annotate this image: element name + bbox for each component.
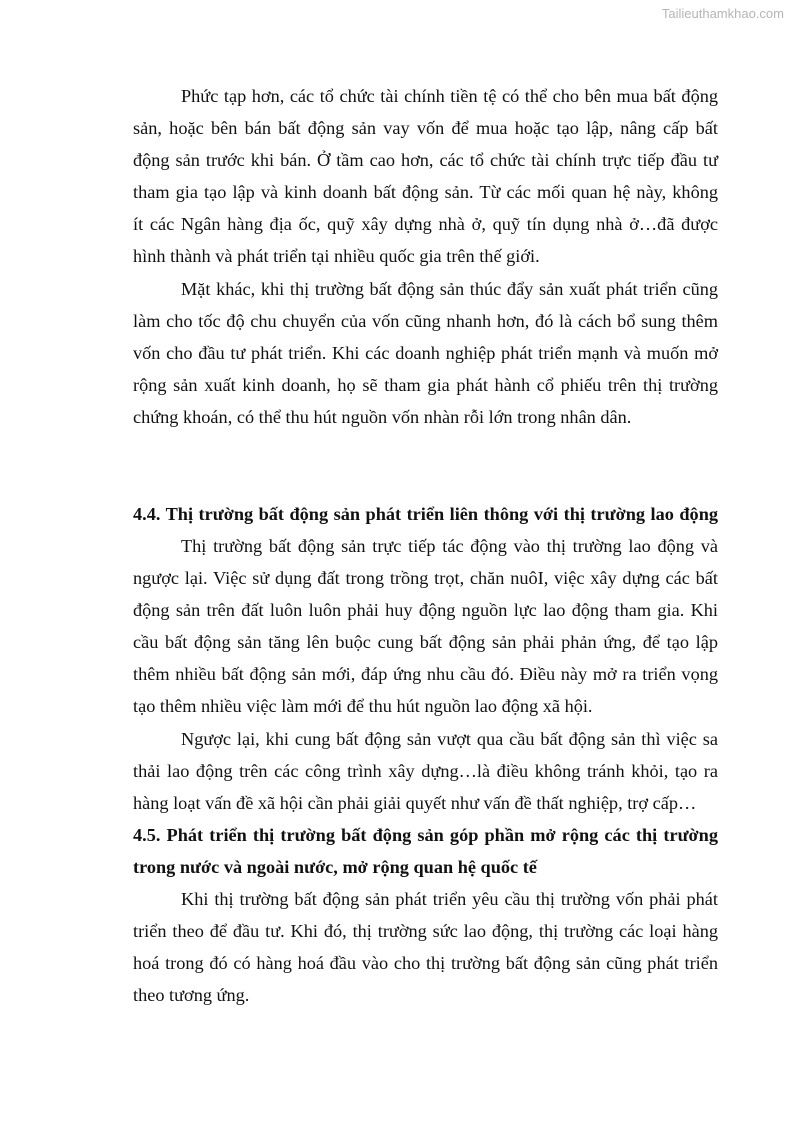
section-heading-line: 4.4. Thị trường bất động sản phát triển liên thông với thị trường lao động	[133, 504, 718, 524]
paragraph-line: tạo thêm nhiều việc làm mới để thu hút nguồn lao động xã hội.	[133, 696, 593, 716]
paragraph-line: làm cho tốc độ chu chuyển của vốn cũng nhanh hơn, đó là cách bổ sung thêm	[133, 311, 718, 331]
section-heading-line: trong nước và ngoài nước, mở rộng quan hệ quốc tế	[133, 857, 537, 877]
paragraph-line: thêm nhiều bất động sản mới, đáp ứng nhu cầu đó. Điều này mở ra triển vọng	[133, 664, 718, 684]
paragraph-line: Thị trường bất động sản trực tiếp tác động vào thị trường lao động và	[181, 536, 718, 556]
paragraph-line: hàng loạt vấn đề xã hội cần phải giải quyết như vấn đề thất nghiệp, trợ cấp…	[133, 793, 697, 813]
paragraph-line: cầu bất động sản tăng lên buộc cung bất động sản phải phản ứng, để tạo lập	[133, 632, 718, 652]
watermark: Tailieuthamkhao.com	[661, 6, 784, 21]
paragraph-line: theo tương ứng.	[133, 985, 250, 1005]
paragraph-line: triển theo để đầu tư. Khi đó, thị trường sức lao động, thị trường các loại hàng	[133, 921, 718, 941]
paragraph-line: rộng sản xuất kinh doanh, họ sẽ tham gia phát hành cổ phiếu trên thị trường	[133, 375, 718, 395]
paragraph-line: vốn cho đầu tư phát triển. Khi các doanh nghiệp phát triển mạnh và muốn mở	[133, 343, 718, 363]
paragraph-line: Ngược lại, khi cung bất động sản vượt qua cầu bất động sản thì việc sa	[181, 729, 718, 749]
paragraph-line: tham gia tạo lập và kinh doanh bất động sản. Từ các mối quan hệ này, không	[133, 182, 718, 202]
paragraph-line: Mặt khác, khi thị trường bất động sản thúc đẩy sản xuất phát triển cũng	[181, 279, 718, 299]
paragraph-line: động sản trên đất luôn luôn phải huy động nguồn lực lao động tham gia. Khi	[133, 600, 718, 620]
paragraph-line: sản, hoặc bên bán bất động sản vay vốn để mua hoặc tạo lập, nâng cấp bất	[133, 118, 718, 138]
paragraph-line: hoá trong đó có hàng hoá đầu vào cho thị trường bất động sản cũng phát triển	[133, 953, 718, 973]
paragraph-line: Phức tạp hơn, các tổ chức tài chính tiền tệ có thể cho bên mua bất động	[181, 86, 718, 106]
section-heading-line: 4.5. Phát triển thị trường bất động sản góp phần mở rộng các thị trường	[133, 825, 718, 845]
paragraph-line: chứng khoán, có thể thu hút nguồn vốn nhàn rỗi lớn trong nhân dân.	[133, 407, 632, 427]
paragraph-line: động sản trước khi bán. Ở tầm cao hơn, các tổ chức tài chính trực tiếp đầu tư	[133, 150, 718, 170]
paragraph-line: thải lao động trên các công trình xây dựng…là điều không tránh khỏi, tạo ra	[133, 761, 718, 781]
paragraph-line: Khi thị trường bất động sản phát triển yêu cầu thị trường vốn phải phát	[181, 889, 718, 909]
paragraph-line: ít các Ngân hàng địa ốc, quỹ xây dựng nhà ở, quỹ tín dụng nhà ở…đã được	[133, 214, 718, 234]
paragraph-line: hình thành và phát triển tại nhiều quốc gia trên thế giới.	[133, 246, 540, 266]
paragraph-line: ngược lại. Việc sử dụng đất trong trồng trọt, chăn nuôI, việc xây dựng các bất	[133, 568, 718, 588]
